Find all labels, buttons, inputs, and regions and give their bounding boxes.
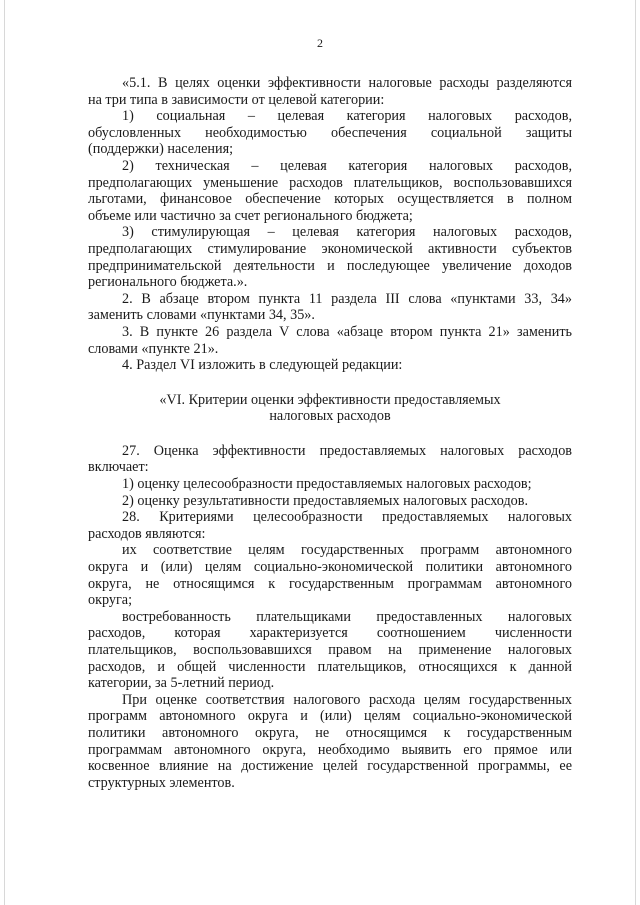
amendments-block [88, 75, 572, 374]
paragraph-line: 1) социальная – целевая категория налоговых расходов, [122, 108, 572, 125]
paragraph-line: структурных элементов. [88, 774, 235, 791]
paragraph-line: востребованность плательщиками предоставленных налоговых [122, 608, 572, 625]
section-heading-line-2: налоговых расходов [269, 408, 391, 425]
paragraph-line: расходов, и общей численности плательщиков, относящихся к данной [88, 658, 572, 675]
paragraph-line: округа; [88, 592, 133, 609]
paragraph-line: косвенное влияние на достижение целей государственной программы, ее [88, 758, 572, 775]
paragraph-line: 3. В пункте 26 раздела V слова «абзаце втором пункта 21» заменить [122, 323, 572, 340]
paragraph-line: словами «пункте 21». [88, 340, 219, 357]
paragraph-line: расходов, которая характеризуется соотношением численности [88, 625, 572, 642]
section-heading-line-1: «VI. Критерии оценки эффективности предоставляемых [159, 391, 501, 408]
paragraph-line: 2) оценку результативности предоставляемых налоговых расходов. [122, 492, 529, 509]
paragraph-line: программам автономного округа, необходимо выявить его прямое или [88, 741, 572, 758]
paragraph-line: округа, не относящимся к государственным программам автономного [88, 575, 572, 592]
paragraph-line: включает: [88, 459, 149, 476]
paragraph-line: 3) стимулирующая – целевая категория налоговых расходов, [122, 224, 572, 241]
paragraph-line: 28. Критериями целесообразности предоставляемых налоговых [122, 509, 572, 526]
paragraph-line: 2) техническая – целевая категория налоговых расходов, [122, 157, 572, 174]
paragraph-line: «5.1. В целях оценки эффективности налоговые расходы разделяются [122, 75, 572, 91]
paragraph-line: льготами, финансовое обеспечение которых осуществляется в полном [88, 191, 572, 208]
paragraph-line: предпринимательской деятельности и последующее увеличение доходов [88, 257, 572, 274]
paragraph-line: расходов являются: [88, 525, 206, 542]
paragraph-line: 1) оценку целесообразности предоставляемых налоговых расходов; [122, 476, 532, 493]
paragraph-line: 2. В абзаце втором пункта 11 раздела III слова «пунктами 33, 34» [122, 290, 572, 307]
page-edge-left [4, 0, 5, 905]
paragraph-line: программ автономного округа и (или) целям социально-экономической [88, 708, 572, 725]
paragraph-line: регионального бюджета.». [88, 274, 248, 291]
paragraph-line: (поддержки) населения; [88, 141, 234, 158]
paragraph-line: категории, за 5-летний период. [88, 675, 275, 692]
paragraph-line: При оценке соответствия налогового расхода целям государственных [122, 691, 572, 708]
paragraph-line: объеме или частично за счет регионального бюджета; [88, 207, 413, 224]
paragraph-line: округа и (или) целям социально-экономической политики автономного [88, 559, 572, 576]
paragraph-line: плательщиков, воспользовавшихся правом на применение налоговых [88, 642, 572, 658]
paragraph-line: на три типа в зависимости от целевой категории: [88, 91, 385, 108]
paragraph-line: предполагающих уменьшение расходов плательщиков, воспользовавшихся [88, 174, 572, 191]
criteria-block [88, 443, 572, 791]
page-edge-right [635, 0, 636, 905]
paragraph-line: обусловленных необходимостью обеспечения социальной защиты [88, 124, 572, 141]
paragraph-line: 27. Оценка эффективности предоставляемых налоговых расходов [122, 442, 572, 459]
paragraph-line: предполагающих стимулирование экономической активности субъектов [88, 240, 572, 257]
page-number: 2 [317, 36, 323, 50]
paragraph-line: 4. Раздел VI изложить в следующей редакции: [122, 357, 403, 374]
document-body [88, 75, 572, 791]
paragraph-line: политики автономного округа, не относящимся к государственным [88, 724, 572, 741]
paragraph-line: их соответствие целям государственных программ автономного [122, 542, 572, 559]
paragraph-line: заменить словами «пунктами 34, 35». [88, 307, 315, 324]
